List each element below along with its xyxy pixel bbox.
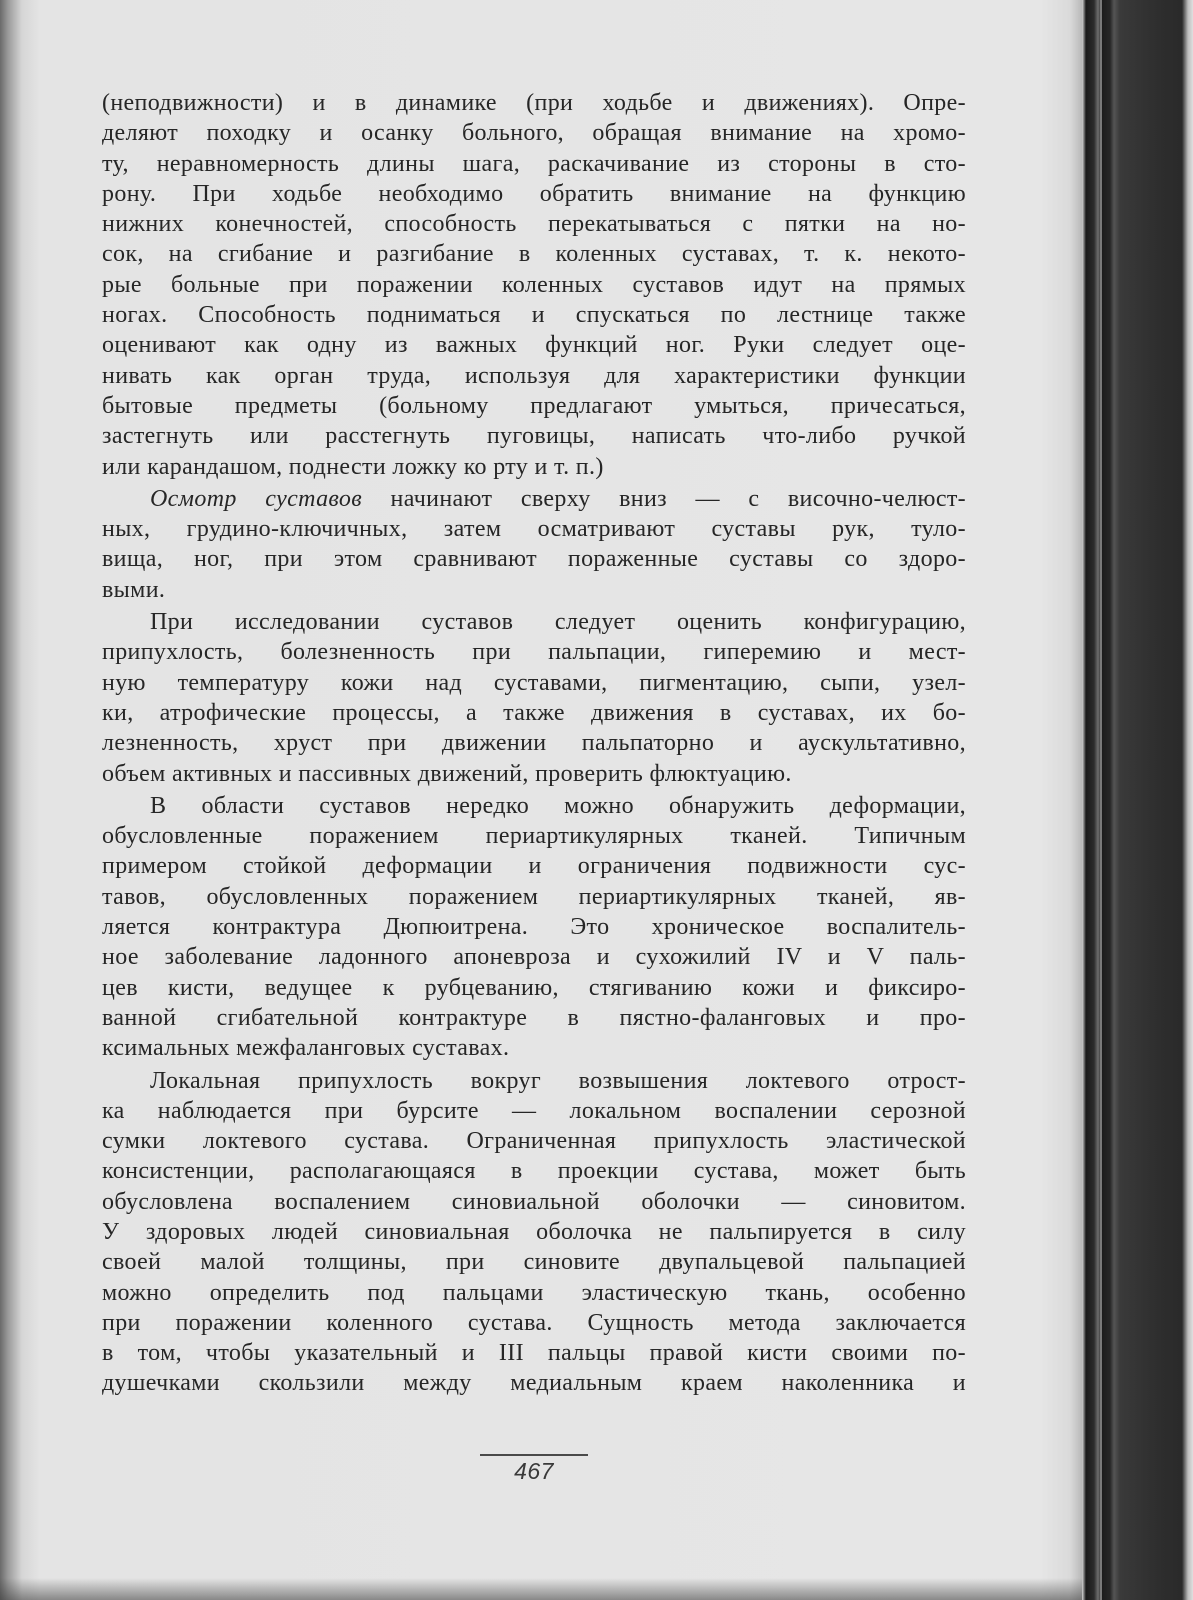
text-line: лезненность, хруст при движении пальпаторно и аускультативно, [102, 730, 966, 757]
text-line: можно определить под пальцами эластическую ткань, особенно [102, 1279, 966, 1306]
text-line: рые больные при поражении коленных суставов идут на прямых [102, 271, 966, 298]
text-line: обусловлена воспалением синовиальной оболочки — синовитом. [102, 1188, 966, 1215]
text-line: своей малой толщины, при синовите двупальцевой пальпацией [102, 1249, 966, 1276]
text-line: Локальная припухлость вокруг возвышения локтевого отрост- [150, 1067, 966, 1094]
text-line: нивать как орган труда, используя для характеристики функции [102, 362, 966, 389]
text-line [102, 484, 966, 514]
text-line: душечками скользили между медиальным краем наколенника и [102, 1370, 966, 1397]
text-line: В области суставов нередко можно обнаружить деформации, [150, 792, 966, 819]
text-line: объем активных и пассивных движений, проверить флюктуацию. [102, 760, 792, 787]
text-line: ванной сгибательной контрактуре в пястно-фаланговых и про- [102, 1004, 966, 1031]
text-line: ксимальных межфаланговых суставах. [102, 1035, 510, 1062]
text-line: обусловленные поражением периартикулярных тканей. Типичным [102, 823, 966, 850]
text-line: выми. [102, 576, 166, 603]
paragraph [102, 607, 966, 789]
text-line: или карандашом, поднести ложку ко рту и т. п.) [102, 453, 604, 480]
text-line: вища, ног, при этом сравнивают пораженные суставы со здоро- [102, 546, 966, 573]
text-line: оценивают как одну из важных функций ног. Руки следует оце- [102, 332, 966, 359]
text-line: припухлость, болезненность при пальпации, гиперемию и мест- [102, 639, 966, 666]
text-line: ка наблюдается при бурсите — локальном воспалении серозной [102, 1097, 966, 1124]
text-line: ных, грудино-ключичных, затем осматривают суставы рук, туло- [102, 516, 966, 543]
text-line: ки, атрофические процессы, а также движения в суставах, их бо- [102, 699, 966, 726]
text-line: сумки локтевого сустава. Ограниченная припухлость эластической [102, 1128, 966, 1155]
text-line: нижних конечностей, способность перекатываться с пятки на но- [102, 211, 966, 238]
text-line: ную температуру кожи над суставами, пигментацию, сыпи, узел- [102, 669, 966, 696]
text-line: при поражении коленного сустава. Сущность метода заключается [102, 1309, 966, 1336]
book-spine [1082, 0, 1193, 1600]
text-line: примером стойкой деформации и ограничения подвижности сус- [102, 853, 966, 880]
paragraph [102, 1066, 966, 1399]
text-line: деляют походку и осанку больного, обращая внимание на хромо- [102, 120, 966, 147]
text-line: У здоровых людей синовиальная оболочка не пальпируется в силу [102, 1218, 966, 1245]
paragraph [102, 791, 966, 1064]
paragraph [102, 484, 966, 605]
italic-term: Осмотр суставов [150, 485, 362, 512]
text-line: При исследовании суставов следует оценить конфигурацию, [150, 609, 966, 636]
text-fragment: начинают сверху вниз — с височно-челюст- [362, 485, 966, 512]
page-bottom-shadow [0, 1578, 1090, 1600]
text-line: бытовые предметы (больному предлагают умыться, причесаться, [102, 392, 966, 419]
paragraph [102, 88, 966, 482]
text-line: ту, неравномерность длины шага, раскачивание из стороны в сто- [102, 150, 966, 177]
text-line: (неподвижности) и в динамике (при ходьбе и движениях). Опре- [102, 90, 966, 116]
text-line: рону. При ходьбе необходимо обратить внимание на функцию [102, 180, 966, 207]
folio-rule [480, 1454, 588, 1456]
text-line: тавов, обусловленных поражением периартикулярных тканей, яв- [102, 883, 966, 910]
text-line: сок, на сгибание и разгибание в коленных суставах, т. к. некото- [102, 241, 966, 268]
text-line: консистенции, располагающаяся в проекции сустава, может быть [102, 1158, 966, 1185]
text-line: цев кисти, ведущее к рубцеванию, стягиванию кожи и фиксиро- [102, 974, 966, 1001]
text-line: ляется контрактура Дюпюитрена. Это хроническое воспалитель- [102, 914, 966, 941]
page-body-text [102, 88, 966, 1399]
text-line: в том, чтобы указательный и III пальцы правой кисти своими по- [102, 1340, 966, 1367]
text-line: ногах. Способность подниматься и спускаться по лестнице также [102, 302, 966, 329]
book-spine-edge [1100, 0, 1102, 1600]
text-line: застегнуть или расстегнуть пуговицы, написать что-либо ручкой [102, 423, 966, 450]
text-line: ное заболевание ладонного апоневроза и сухожилий IV и V паль- [102, 944, 966, 971]
page-number: 467 [514, 1458, 554, 1484]
